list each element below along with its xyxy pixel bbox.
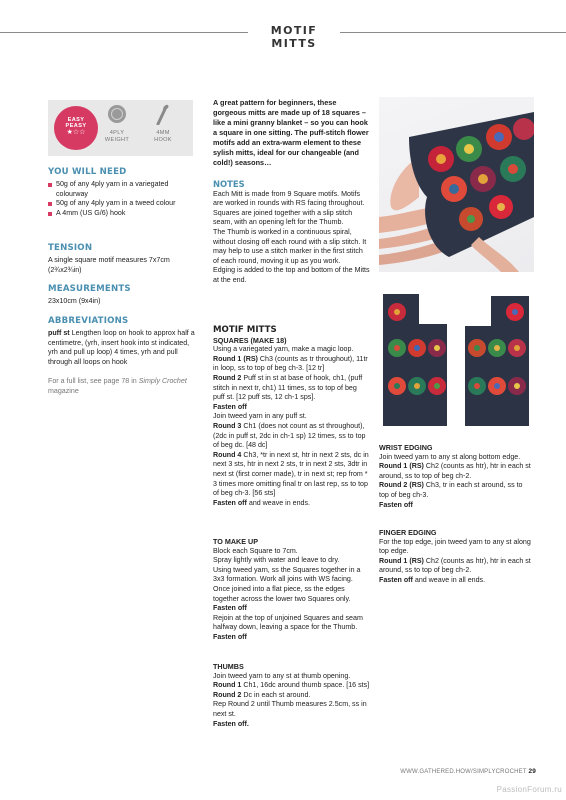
round-text: Ch2 (counts as htr), htr in each st around, ss to top of beg ch-2.: [379, 462, 531, 480]
measurements-heading: MEASUREMENTS: [48, 284, 131, 294]
thumbs-section: [213, 662, 370, 729]
pattern-info-box: [48, 100, 193, 156]
notes-paragraph: The Thumb is worked in a continuous spiral, without closing off each round with a slip stitch. It may help to use a stitch marker in the first stitch of each round, moving it up as you work.: [213, 227, 367, 265]
round-label: Round 3: [213, 421, 242, 430]
join-instruction: Join tweed yarn in any puff st.: [213, 412, 307, 421]
fasten-off: Fasten off.: [213, 719, 249, 728]
intro-paragraph: A great pattern for beginners, these gorgeous mitts are made up of 18 squares – like a mini granny blanket – so you can hook a square in one sitting. The puff-stitch flower motifs add an extra-warm element to these sylish mitts, ideal for our changeable (and cold!) seasons…: [213, 98, 369, 167]
make-up-paragraph: Spray lightly with water and leave to dry.: [213, 556, 340, 565]
difficulty-label-line1: EASY: [67, 117, 85, 123]
finger-round-1: [379, 557, 534, 576]
round-label: Round 1 (RS): [379, 556, 424, 565]
notes-paragraph: Each Mitt is made from 9 Square motifs. Motifs are worked in rounds with RS facing throughout.: [213, 189, 365, 208]
round-text: Ch3, *tr in next st, htr in next 2 sts, dc in next 3 sts, htr in next 2 sts, tr in next 2 sts, 3dtr in next st (first corner made), tr in next st; rep from * 3 times more omitting final tr on last rep, ss to top of beg ch-3. [56 sts]: [213, 450, 369, 498]
round-text: Ch1 (does not count as st throughout), (2dc in puff st, 2dc in ch-1 sp) 12 times, ss to top of beg dc. [48 dc]: [213, 421, 366, 450]
make-up-paragraph: Rejoin at the top of unjoined Squares and seam halfway down, leaving a space for the Thumb.: [213, 613, 363, 632]
fasten-off: Fasten off: [379, 500, 413, 509]
wrist-edging-heading: WRIST EDGING: [379, 443, 433, 452]
fasten-off: Fasten off: [213, 604, 247, 613]
round-text: Puff st in st at base of hook, ch1, (puff stitch in next tr, ch1) 11 times, ss to top of beg puff st. [12 puff sts, 12 ch-1 sps].: [213, 373, 363, 402]
round-label: Round 1: [213, 681, 242, 690]
to-make-up-section: [213, 537, 370, 643]
round-text: Dc in each st around.: [241, 690, 311, 699]
magazine-name: Simply Crochet: [138, 377, 187, 385]
round-label: Round 4: [213, 450, 242, 459]
round-text: Ch3 (counts as tr throughout), 11tr in loop, ss to top of beg ch-3. [12 tr]: [213, 354, 368, 373]
page-header: [0, 22, 566, 50]
abbreviation-definition: Lengthen loop on hook to approx half a centimetre, (yrh, insert hook into st indicated, yrh and pull up loop) 4 times, yrh and pull through all loops on hook: [48, 329, 195, 366]
abbreviations-heading: ABBREVIATIONS: [48, 316, 129, 326]
thumbs-paragraph: Join tweed yarn to any st at thumb opening.: [213, 671, 351, 680]
tension-text: A single square motif measures 7x7cm (2¾x2¾in): [48, 256, 170, 274]
abbreviation-term: puff st: [48, 329, 70, 337]
measurements-text: 23x10cm (9x4in): [48, 297, 101, 305]
mitt-on-hand-photo: [379, 97, 534, 272]
fasten-off-weave: [379, 576, 534, 586]
finger-edging-section: [379, 528, 534, 586]
watermark: PassionForum.ru: [496, 785, 562, 794]
wrist-edging-paragraph: Join tweed yarn to any st along bottom edge.: [379, 452, 521, 461]
notes-heading: NOTES: [213, 179, 245, 189]
footer-url[interactable]: WWW.GATHERED.HOW/SIMPLYCROCHET: [400, 769, 527, 775]
fasten-off: Fasten off: [213, 632, 247, 641]
notes-paragraph: Edging is added to the top and bottom of the Mitts at the end.: [213, 266, 370, 284]
round-4-instruction: [213, 451, 370, 499]
finger-edging-paragraph: For the top edge, join tweed yarn to any st along top edge.: [379, 537, 531, 556]
round-text: Ch1, 16dc around thumb space. [16 sts]: [241, 681, 370, 690]
difficulty-badge: [54, 106, 98, 150]
fasten-off: Fasten off: [379, 575, 413, 584]
hook-size-line1: 4MM: [156, 130, 170, 136]
list-item: 50g of any 4ply yarn in a tweed colour: [48, 199, 198, 209]
full-list-prefix: For a full list, see page 78 in: [48, 377, 139, 385]
list-item: 50g of any 4ply yarn in a variegated colourway: [48, 180, 198, 199]
page-number: 29: [528, 768, 536, 775]
hook-size-line2: HOOK: [154, 137, 172, 143]
fasten-tail: and weave in all ends.: [412, 575, 486, 584]
thumbs-heading: THUMBS: [213, 662, 244, 671]
mitt-on-hand-illustration: [379, 97, 534, 272]
mitts-flat-illustration: [379, 290, 534, 430]
squares-intro: Using a variegated yarn, make a magic loop.: [213, 345, 354, 354]
round-text: Ch2 (counts as htr), htr in each st around, ss to top of beg ch-2.: [379, 556, 531, 575]
difficulty-stars-icon: ★☆☆: [66, 129, 86, 136]
round-label: Round 2: [213, 690, 242, 699]
make-up-paragraph: Block each Square to 7cm.: [213, 546, 298, 555]
yarn-weight-line1: 4PLY: [109, 130, 125, 136]
notes-section: [213, 180, 370, 286]
finger-edging-heading: FINGER EDGING: [379, 528, 437, 537]
yarn-ball-icon: [108, 105, 126, 123]
wrist-round-2: [379, 481, 534, 500]
round-1-instruction: [213, 355, 370, 374]
round-label: Round 1 (RS): [213, 354, 258, 363]
squares-subheading: SQUARES (MAKE 18): [213, 335, 287, 345]
fasten-off-weave: [213, 499, 370, 509]
thumbs-round-1: [213, 681, 370, 691]
motif-mitts-section: [213, 326, 370, 508]
page-title: MOTIF MITTS: [270, 24, 318, 50]
you-will-need-list: [48, 180, 198, 218]
fasten-tail: and weave in ends.: [246, 498, 311, 507]
page-footer: [380, 768, 536, 775]
to-make-up-heading: TO MAKE UP: [213, 537, 258, 546]
mitts-flat-photo: [379, 290, 534, 430]
full-list-suffix: magazine: [48, 386, 79, 395]
thumbs-paragraph: Rep Round 2 until Thumb measures 2.5cm, ss in next st.: [213, 700, 367, 718]
round-label: Round 2: [213, 373, 242, 382]
list-item: A 4mm (US G/6) hook: [48, 209, 198, 219]
wrist-edging-section: [379, 443, 534, 510]
make-up-paragraph: Using tweed yarn, ss the Squares together in a 3x3 formation. Work all joins with WS facing. Once joined into a flat piece, ss the edges together across the lower two Squares only.: [213, 565, 361, 603]
thumbs-round-2: [213, 691, 370, 701]
full-list-note: [48, 377, 198, 396]
crochet-hook-icon: [149, 103, 177, 125]
you-will-need-heading: YOU WILL NEED: [48, 167, 127, 177]
notes-paragraph: Squares are joined together with a slip stitch seam, with an opening left for the Thumb.: [213, 208, 353, 227]
header-rule-right: [340, 32, 566, 33]
round-3-instruction: [213, 422, 370, 451]
fasten-off: Fasten off: [213, 402, 247, 411]
tension-heading: TENSION: [48, 243, 93, 253]
abbreviation-puff-st: [48, 329, 198, 367]
hook-size-label: [148, 130, 178, 144]
round-label: Round 2 (RS): [379, 481, 424, 490]
yarn-weight-label: [102, 130, 132, 144]
wrist-round-1: [379, 462, 534, 481]
round-2-instruction: [213, 374, 370, 403]
round-label: Round 1 (RS): [379, 462, 424, 471]
yarn-weight-line2: WEIGHT: [104, 137, 130, 143]
fasten-off: Fasten off: [213, 498, 247, 507]
header-rule-left: [0, 32, 248, 33]
round-text: Ch3, tr in each st around, ss to top of beg ch-3.: [379, 481, 523, 499]
difficulty-label-line2: PEASY: [65, 123, 87, 129]
motif-mitts-heading: MOTIF MITTS: [213, 325, 277, 335]
